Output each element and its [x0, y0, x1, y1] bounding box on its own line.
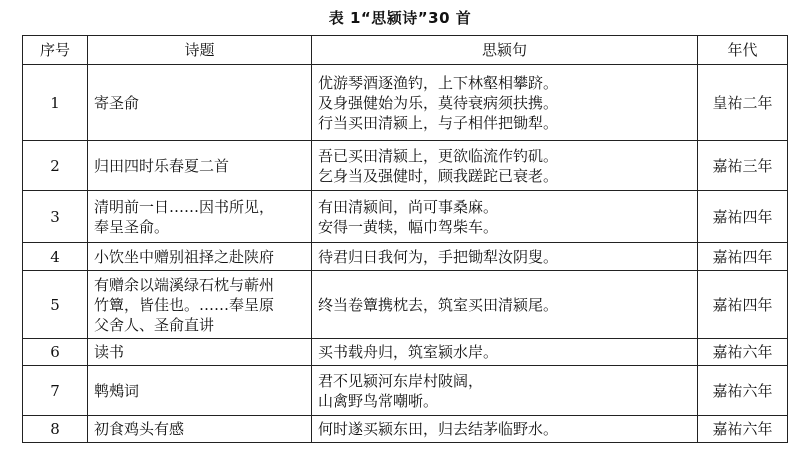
poem-line: 山禽野鸟常嘲哳。 — [318, 391, 439, 410]
poem-title — [88, 366, 312, 416]
poem-title-line: 初食鸡头有感 — [94, 420, 185, 438]
row-index: 2 — [23, 141, 88, 191]
poem-title — [88, 65, 312, 141]
header-row — [23, 36, 788, 65]
table-row — [23, 243, 788, 271]
poem-lines — [312, 271, 698, 339]
row-index: 7 — [23, 366, 88, 416]
poem-line: 何时遂买颍东田，归去结茅临野水。 — [318, 420, 559, 438]
poem-title — [88, 271, 312, 339]
poem-line: 优游琴酒逐渔钓，上下林壑相攀跻。 — [318, 73, 559, 92]
poem-title-line: 有赠余以端溪绿石枕与蕲州 — [94, 275, 275, 294]
poem-title-line: 竹簟，皆佳也。……奉呈原 — [94, 295, 275, 314]
poem-lines — [312, 243, 698, 271]
table-row — [23, 271, 788, 339]
poem-line: 吾已买田清颍上，更欲临流作钓矶。 — [318, 146, 559, 165]
poem-line: 安得一黄犊，幅巾驾柴车。 — [318, 217, 499, 236]
poem-title — [88, 191, 312, 243]
poem-line: 及身强健始为乐，莫待衰病须扶携。 — [318, 93, 559, 112]
row-era: 嘉祐三年 — [698, 141, 788, 191]
poem-title — [88, 141, 312, 191]
row-index: 6 — [23, 339, 88, 366]
header-title: 诗题 — [88, 36, 312, 65]
row-index: 5 — [23, 271, 88, 339]
poem-title-line: 父舍人、圣俞直讲 — [94, 315, 215, 334]
poem-title-line: 寄圣俞 — [94, 93, 140, 112]
header-era: 年代 — [698, 36, 788, 65]
table-caption: 表 1“思颍诗”30 首 — [328, 9, 472, 27]
row-index: 4 — [23, 243, 88, 271]
poem-line: 君不见颍河东岸村陂阔， — [318, 371, 484, 390]
poem-line: 终当卷簟携枕去，筑室买田清颍尾。 — [318, 295, 559, 314]
table-row — [23, 339, 788, 366]
poem-title-line: 清明前一日……因书所见， — [94, 197, 275, 216]
poem-title — [88, 243, 312, 271]
row-era: 嘉祐四年 — [698, 191, 788, 243]
row-era: 嘉祐四年 — [698, 243, 788, 271]
poem-lines — [312, 191, 698, 243]
poem-title-line: 鹎鵊词 — [94, 381, 140, 400]
poem-lines — [312, 366, 698, 416]
table-body — [23, 65, 788, 443]
poem-title-line: 奉呈圣俞。 — [94, 217, 170, 236]
poem-title-line: 小饮坐中赠别祖择之赴陕府 — [94, 247, 275, 266]
row-era: 皇祐二年 — [698, 65, 788, 141]
table-row — [23, 65, 788, 141]
table-row — [23, 141, 788, 191]
poem-title — [88, 416, 312, 443]
row-era: 嘉祐四年 — [698, 271, 788, 339]
poem-lines — [312, 339, 698, 366]
table-row — [23, 191, 788, 243]
poem-line: 有田清颍间，尚可事桑麻。 — [318, 197, 499, 216]
table-row — [23, 366, 788, 416]
poem-lines — [312, 65, 698, 141]
row-era: 嘉祐六年 — [698, 366, 788, 416]
row-era: 嘉祐六年 — [698, 339, 788, 366]
poem-title-line: 归田四时乐春夏二首 — [94, 156, 230, 175]
row-index: 1 — [23, 65, 88, 141]
row-era: 嘉祐六年 — [698, 416, 788, 443]
poem-title — [88, 339, 312, 366]
poem-title-line: 读书 — [94, 343, 125, 361]
header-lines: 思颍句 — [312, 36, 698, 65]
poem-line: 买书载舟归，筑室颍水岸。 — [318, 343, 499, 361]
table-row — [23, 416, 788, 443]
row-index: 8 — [23, 416, 88, 443]
poem-line: 乞身当及强健时，顾我蹉跎已衰老。 — [318, 166, 559, 185]
row-index: 3 — [23, 191, 88, 243]
poem-lines — [312, 416, 698, 443]
poems-table — [22, 35, 788, 443]
poem-line: 行当买田清颍上，与子相伴把锄犁。 — [318, 113, 559, 132]
poem-lines — [312, 141, 698, 191]
header-index: 序号 — [23, 36, 88, 65]
poem-line: 待君归日我何为，手把锄犁汝阴叟。 — [318, 247, 559, 266]
